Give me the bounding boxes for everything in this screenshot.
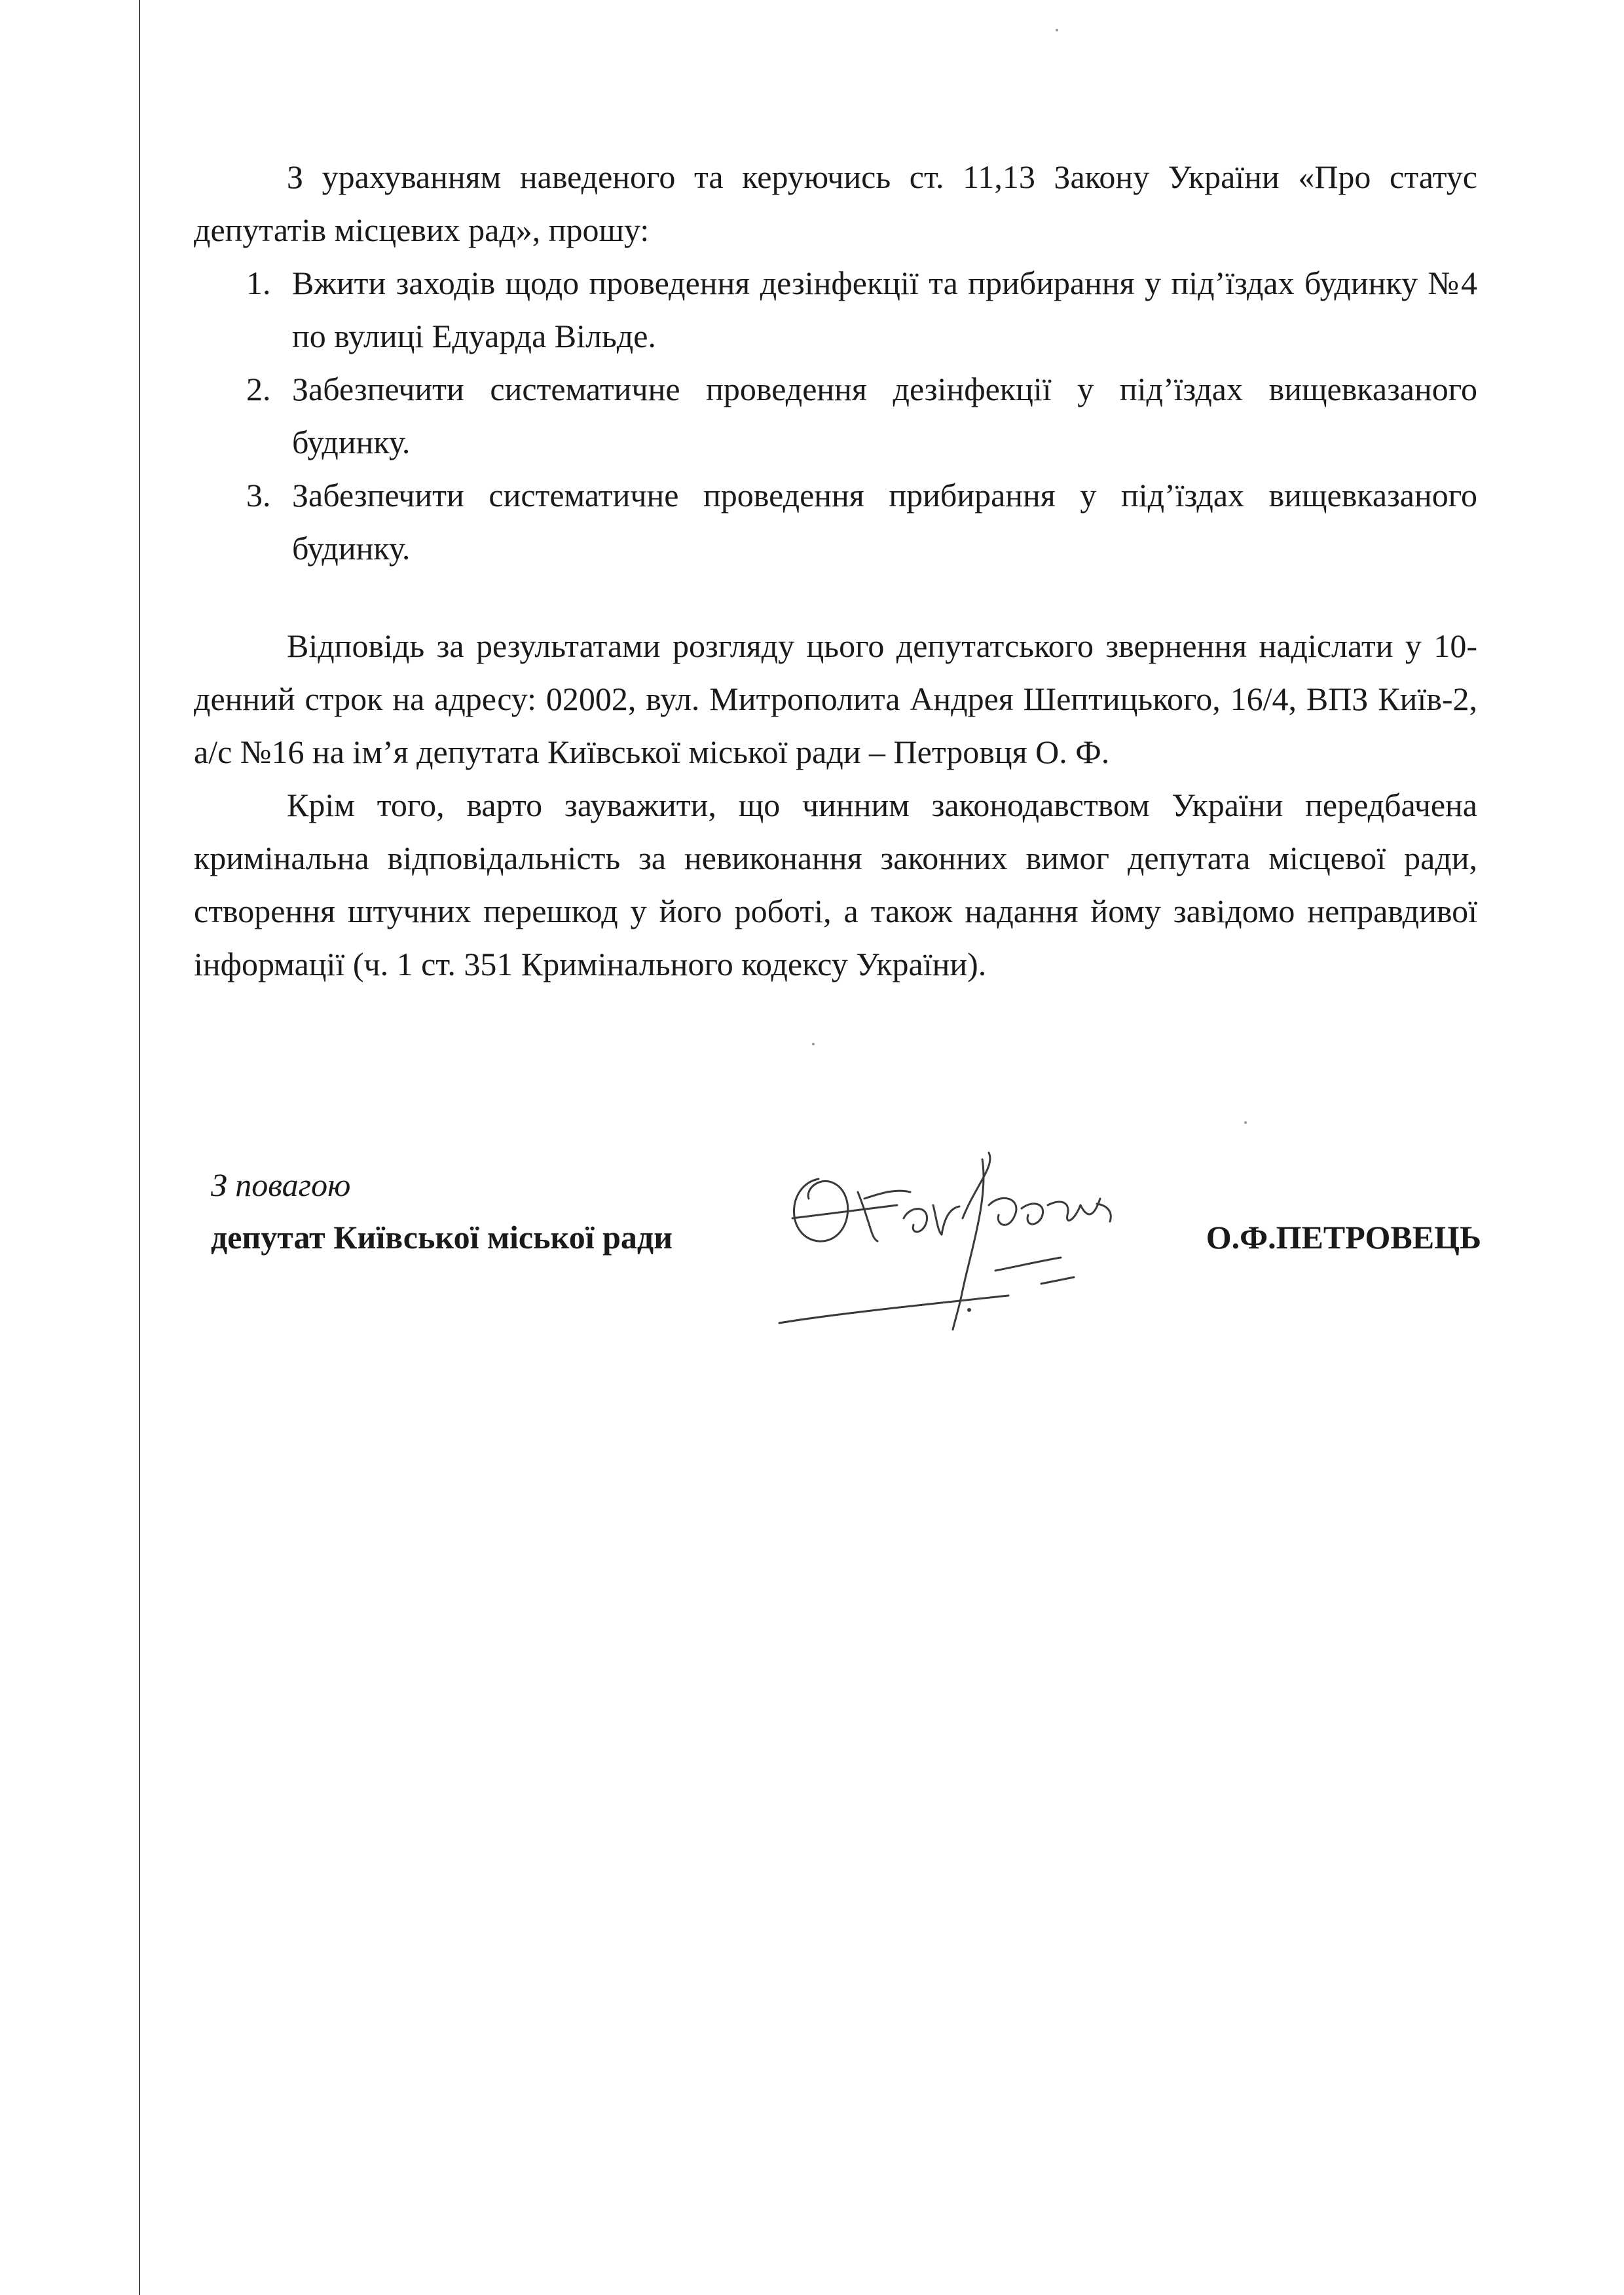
closing-regards: З повагою — [211, 1166, 351, 1203]
list-item — [194, 363, 1477, 469]
liability-paragraph: Крім того, варто зауважити, що чинним законодавством України передбачена кримінальна відповідальність за невиконання законних вимог депутата місцевої ради, створення штучних перешкод у його роботі, а також надання йому завідомо неправдивої інформації (ч. 1 ст. 351 Кримінального кодексу України). — [194, 787, 1477, 982]
list-item — [194, 257, 1477, 363]
scan-margin-line — [139, 0, 140, 2295]
request-list — [194, 257, 1477, 575]
letter-body — [194, 151, 1477, 991]
intro-paragraph: З урахуванням наведеного та керуючись ст. 11,13 Закону України «Про статус депутатів місцевих рад», прошу: — [194, 159, 1477, 248]
paragraph-spacer — [194, 575, 1477, 620]
list-item-number: 2. — [246, 371, 271, 407]
list-item-text: Вжити заходів щодо проведення дезінфекції та прибирання у під’їздах будинку №4 по вулиці Едуарда Вільде. — [292, 265, 1477, 354]
response-paragraph: Відповідь за результатами розгляду цього депутатського звернення надіслати у 10-денний строк на адресу: 02002, вул. Митрополита Андрея Шептицького, 16/4, ВПЗ Київ-2, а/с №16 на ім’я депутата Київської міської ради – Петровця О. Ф. — [194, 627, 1477, 770]
signer-name: О.Ф.ПЕТРОВЕЦЬ — [1206, 1219, 1481, 1256]
list-item-number: 3. — [246, 477, 271, 513]
scan-speck — [1244, 1121, 1247, 1124]
list-item-text: Забезпечити систематичне проведення дезінфекції у під’їздах вищевказаного будинку. — [292, 371, 1477, 460]
scan-speck — [812, 1043, 815, 1045]
signer-position: депутат Київської міської ради — [211, 1219, 673, 1256]
list-item-text: Забезпечити систематичне проведення прибирання у під’їздах вищевказаного будинку. — [292, 477, 1477, 567]
handwritten-signature — [773, 1127, 1139, 1336]
list-item — [194, 469, 1477, 575]
list-item-number: 1. — [246, 265, 271, 301]
scan-speck — [1056, 29, 1058, 31]
